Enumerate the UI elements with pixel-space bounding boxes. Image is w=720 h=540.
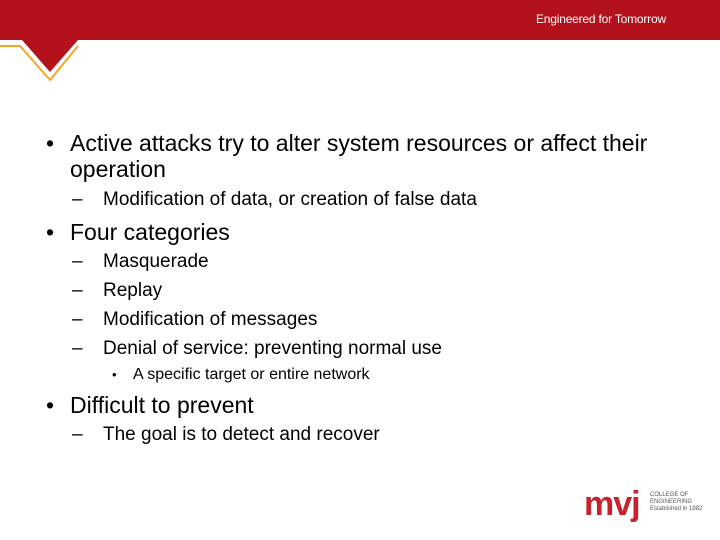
bullet-text: Difficult to prevent <box>70 392 254 418</box>
sub-bullet-text: Masquerade <box>103 251 209 272</box>
sub-bullet-text: Modification of messages <box>103 309 318 330</box>
dash-marker: – <box>72 189 83 210</box>
dash-marker: – <box>72 309 83 330</box>
bullet-marker: • <box>112 367 117 382</box>
header-tagline: Engineered for Tomorrow <box>536 12 666 26</box>
dash-marker: – <box>72 280 83 301</box>
dash-marker: – <box>72 251 83 272</box>
bullet-text: Four categories <box>70 219 230 245</box>
bullet-marker: • <box>46 130 55 156</box>
logo-mark: mvj <box>584 485 640 523</box>
logo-line: COLLEGE OF <box>650 492 689 498</box>
sub-bullet-text: Denial of service: preventing normal use <box>103 338 443 359</box>
logo-line: Established in 1982 <box>650 506 703 512</box>
logo-line: ENGINEERING <box>650 499 693 505</box>
bullet-marker: • <box>46 392 55 418</box>
dash-marker: – <box>72 424 83 445</box>
sub-bullet-text: The goal is to detect and recover <box>103 424 380 445</box>
logo-caption <box>650 492 706 513</box>
sub-sub-bullet-text: A specific target or entire network <box>133 366 370 383</box>
bullet-marker: • <box>46 219 55 245</box>
dash-marker: – <box>72 338 83 359</box>
bullet-text: Active attacks try to alter system resources or affect their operation <box>70 130 648 182</box>
college-logo <box>584 486 704 526</box>
sub-bullet-text: Replay <box>103 280 163 301</box>
sub-bullet-text: Modification of data, or creation of false data <box>103 189 477 210</box>
